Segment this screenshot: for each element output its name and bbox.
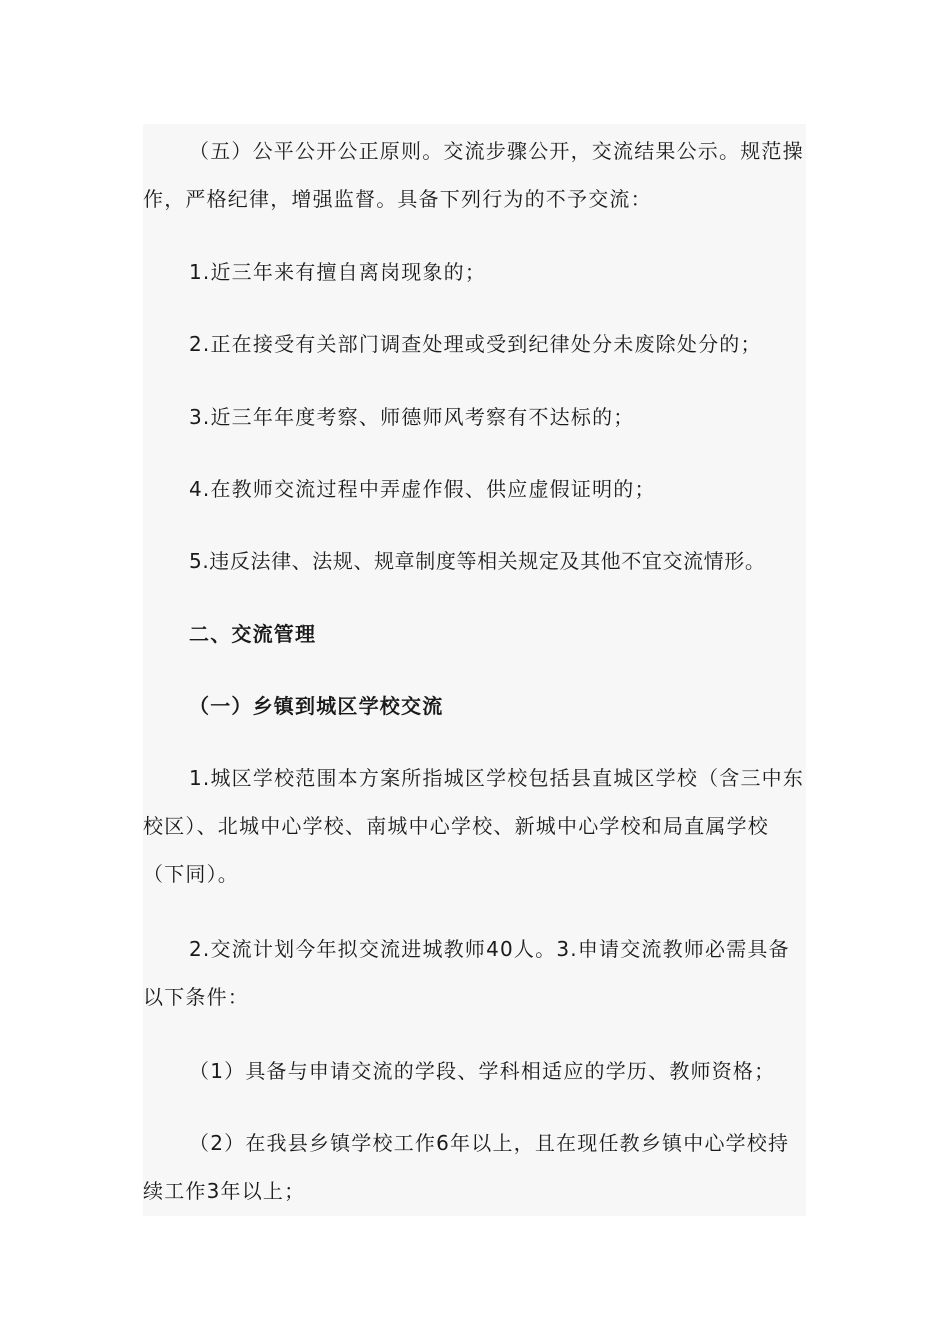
paragraph-urban-school-scope: 1.城区学校范围本方案所指城区学校包括县直城区学校（含三中东校区）、北城中心学校、南城中心学校、新城中心学校和局直属学校（下同）。: [143, 766, 805, 886]
subsection-heading-township-to-urban: （一）乡镇到城区学校交流: [189, 694, 444, 718]
condition-item-1: （1）具备与申请交流的学段、学科相适应的学历、教师资格；: [189, 1059, 776, 1083]
list-item-3: 3.近三年年度考察、师德师风考察有不达标的；: [189, 405, 635, 429]
section-heading-exchange-management: 二、交流管理: [189, 622, 317, 646]
list-item-5: 5.违反法律、法规、规章制度等相关规定及其他不宜交流情形。: [189, 549, 766, 573]
list-item-1: 1.近三年来有擅自离岗现象的；: [189, 260, 487, 284]
paragraph-principle-five: （五）公平公开公正原则。交流步骤公开，交流结果公示。规范操作，严格纪律，增强监督。具备下列行为的不予交流：: [143, 139, 804, 211]
condition-item-2: （2）在我县乡镇学校工作6年以上，且在现任教乡镇中心学校持续工作3年以上；: [143, 1131, 790, 1203]
list-item-2: 2.正在接受有关部门调查处理或受到纪律处分未废除处分的；: [189, 332, 762, 356]
paragraph-exchange-plan: 2.交流计划今年拟交流进城教师40人。3.申请交流教师必需具备以下条件：: [143, 937, 790, 1009]
list-item-4: 4.在教师交流过程中弄虚作假、供应虚假证明的；: [189, 477, 656, 501]
